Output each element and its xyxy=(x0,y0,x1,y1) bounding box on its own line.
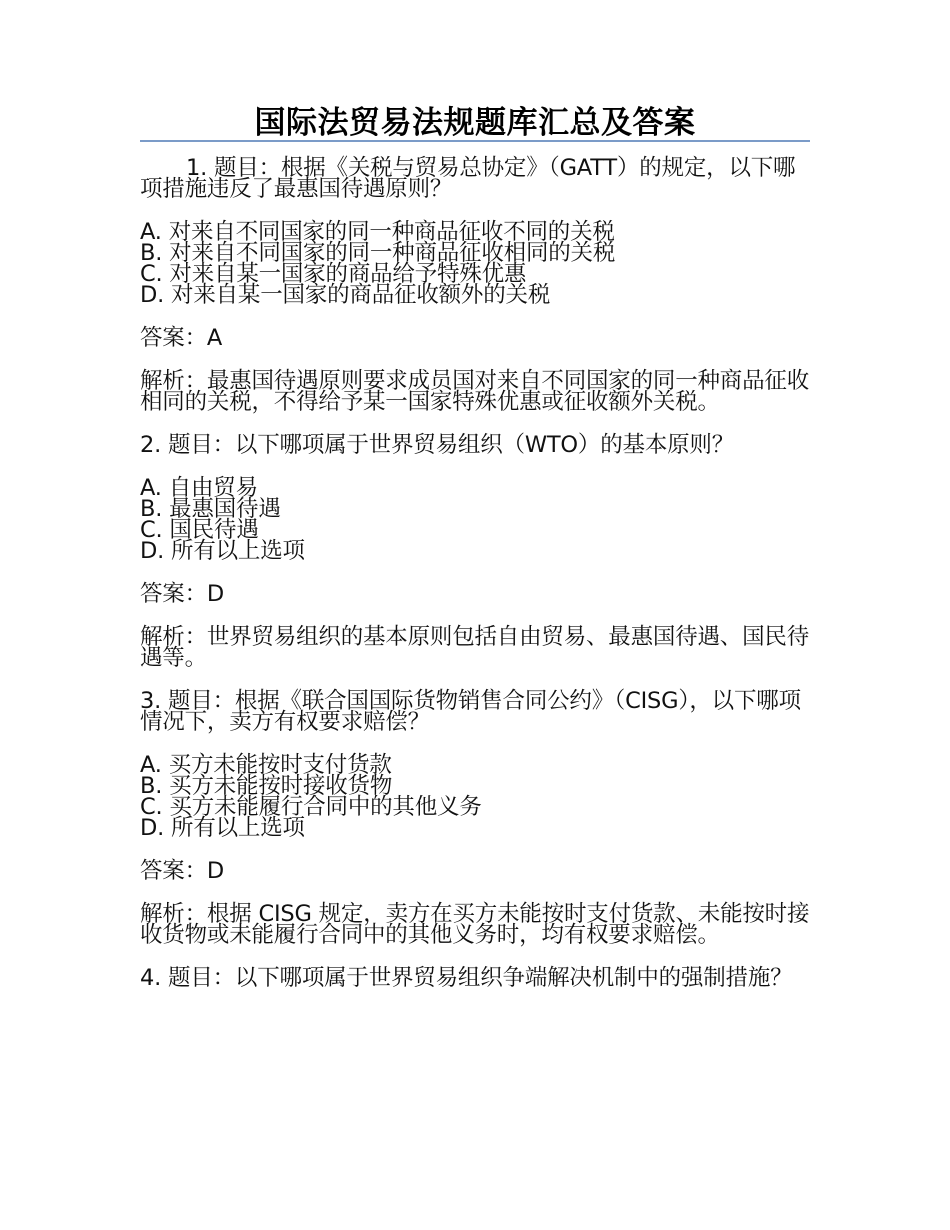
question-3-answer: 答案：D xyxy=(140,858,225,884)
question-3-text: 3. 题目：根据《联合国国际货物销售合同公约》（CISG），以下哪项情况下，卖方有权要求赔偿？ xyxy=(140,688,801,735)
question-2-explanation: 解析：世界贸易组织的基本原则包括自由贸易、最惠国待遇、国民待遇等。 xyxy=(140,624,810,671)
question-1-explanation: 解析：最惠国待遇原则要求成员国对来自不同国家的同一种商品征收相同的关税，不得给予某一国家特殊优惠或征收额外关税。 xyxy=(140,368,810,415)
question-1-option-a: A. 对来自不同国家的同一种商品征收不同的关税 xyxy=(140,219,615,245)
question-1-answer: 答案：A xyxy=(140,325,223,351)
question-2-option-c: C. 国民待遇 xyxy=(140,517,259,543)
question-2-text: 2. 题目：以下哪项属于世界贸易组织（WTO）的基本原则？ xyxy=(140,432,735,458)
question-2-answer: 答案：D xyxy=(140,581,225,607)
question-2-option-a: A. 自由贸易 xyxy=(140,475,258,501)
question-1-option-d: D. 对来自某一国家的商品征收额外的关税 xyxy=(140,282,551,308)
question-3-option-d: D. 所有以上选项 xyxy=(140,815,305,841)
question-1-option-c: C. 对来自某一国家的商品给予特殊优惠 xyxy=(140,261,527,287)
question-3-options xyxy=(140,752,812,841)
question-2-option-d: D. 所有以上选项 xyxy=(140,538,305,564)
question-list xyxy=(140,155,812,1011)
question-2-options xyxy=(140,475,812,564)
question-3-explanation: 解析：根据 CISG 规定，卖方在买方未能按时支付货款、未能按时接收货物或未能履行合同中的其他义务时，均有权要求赔偿。 xyxy=(140,901,810,948)
question-4-text: 4. 题目：以下哪项属于世界贸易组织争端解决机制中的强制措施？ xyxy=(140,965,793,991)
question-1-option-b: B. 对来自不同国家的同一种商品征收相同的关税 xyxy=(140,240,616,266)
question-3-option-b: B. 买方未能按时接收货物 xyxy=(140,773,393,799)
question-3-option-c: C. 买方未能履行合同中的其他义务 xyxy=(140,794,482,820)
title-underline xyxy=(140,140,810,142)
document-title: 国际法贸易法规题库汇总及答案 xyxy=(254,105,696,141)
question-3-option-a: A. 买方未能按时支付货款 xyxy=(140,752,392,778)
question-2-option-b: B. 最惠国待遇 xyxy=(140,496,281,522)
question-1-text: 1. 题目：根据《关税与贸易总协定》（GATT）的规定，以下哪项措施违反了最惠国待遇原则？ xyxy=(140,155,796,202)
question-1-options xyxy=(140,219,812,308)
